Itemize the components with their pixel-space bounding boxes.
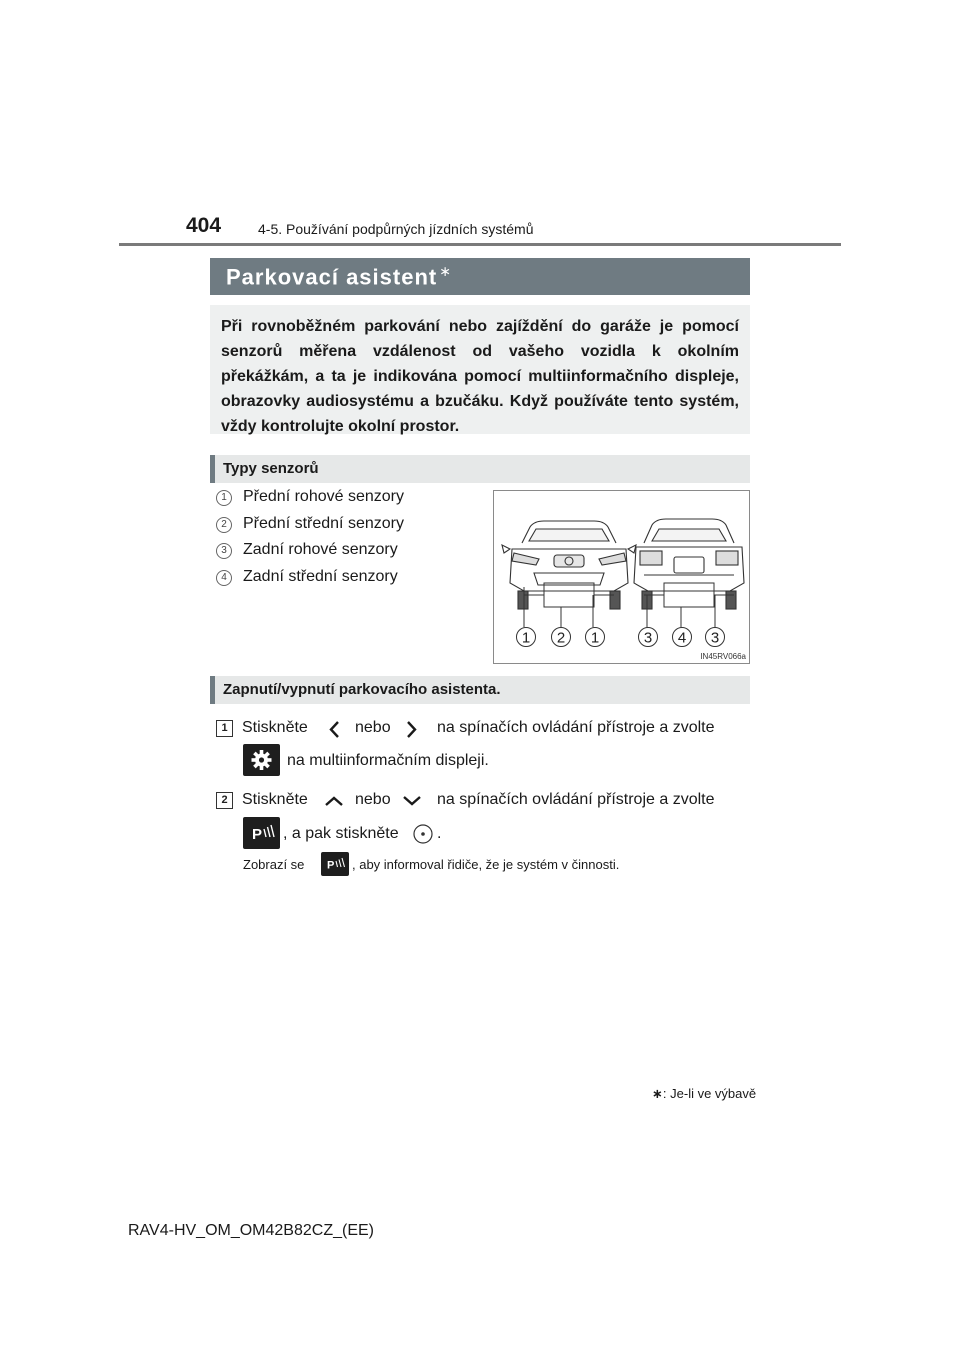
callout-number: 4 — [677, 629, 687, 647]
parking-assist-icon-small — [321, 852, 349, 876]
chevron-left-icon — [328, 720, 340, 739]
subheading-text: Typy senzorů — [223, 460, 319, 477]
step-text: Stiskněte — [242, 719, 308, 736]
list-item-label: Přední rohové senzory — [243, 488, 404, 505]
front-sensor-zones — [524, 583, 614, 627]
parking-assist-glyph: P — [327, 859, 335, 872]
footnote — [652, 1086, 756, 1102]
ok-button-icon — [412, 823, 434, 845]
diagram-code: IN45RV066a — [700, 652, 746, 661]
step-number: 1 — [216, 720, 233, 737]
circled-number: 4 — [216, 570, 232, 586]
sensor-diagram — [493, 490, 750, 664]
callout-number: 3 — [643, 629, 653, 647]
note-text: , aby informoval řidiče, že je systém v činnosti. — [352, 857, 620, 872]
circled-number: 2 — [216, 517, 232, 533]
step-text: , a pak stiskněte — [283, 825, 399, 842]
step-text: na spínačích ovládání přístroje a zvolte — [437, 719, 715, 736]
car-sensor-illustration — [494, 491, 749, 663]
list-item-label: Zadní rohové senzory — [243, 541, 398, 558]
step-text: na spínačích ovládání přístroje a zvolte — [437, 791, 715, 808]
circled-number: 3 — [216, 543, 232, 559]
circled-number: 1 — [216, 490, 232, 506]
step-number: 2 — [216, 792, 233, 809]
asterisk-icon: ∗ — [439, 263, 452, 279]
page-title-text: Parkovací asistent — [226, 264, 438, 290]
step-text: nebo — [355, 719, 391, 736]
subheading-toggle — [210, 676, 750, 704]
parking-assist-icon — [243, 817, 280, 849]
note-text: Zobrazí se — [243, 857, 305, 872]
rear-sensor-zones — [644, 583, 734, 627]
footnote-text: : Je-li ve výbavě — [662, 1086, 757, 1101]
chevron-right-icon — [406, 720, 418, 739]
step-text: . — [437, 825, 442, 842]
callout-number: 3 — [710, 629, 720, 647]
subheading-text: Zapnutí/vypnutí parkovacího asistenta. — [223, 681, 501, 698]
callout-number: 1 — [521, 629, 531, 647]
subheading-sensor-types — [210, 455, 750, 483]
list-item-label: Zadní střední senzory — [243, 568, 398, 585]
page-number: 404 — [186, 214, 222, 237]
chevron-down-icon — [402, 795, 422, 807]
chevron-up-icon — [324, 795, 344, 807]
section-title: 4-5. Používání podpůrných jízdních systémů — [258, 221, 534, 237]
front-car-icon — [502, 521, 636, 609]
document-code: RAV4-HV_OM_OM42B82CZ_(EE) — [128, 1222, 374, 1239]
list-item-label: Přední střední senzory — [243, 515, 404, 532]
step-text: Stiskněte — [242, 791, 308, 808]
header-rule — [119, 243, 841, 246]
page-title — [226, 263, 452, 290]
callout-number: 2 — [556, 629, 566, 647]
page-title-bar — [210, 258, 750, 295]
intro-text: Při rovnoběžném parkování nebo zajíždění do garáže je pomocí senzorů měřena vzdálenost od vašeho vozidla k okolním překážkám, a ta je indikována pomocí multiinformačního displeje, obrazovky audiosystému a bzučáku. Když používáte tento systém, vždy kontrolujte okolní prostor. — [221, 318, 739, 435]
intro-box — [210, 305, 750, 434]
subheading-bar — [210, 455, 215, 483]
asterisk-icon: ∗ — [652, 1086, 663, 1101]
subheading-bar — [210, 676, 215, 704]
step-text: nebo — [355, 791, 391, 808]
settings-gear-icon — [243, 744, 280, 776]
step-text: na multiinformačním displeji. — [287, 752, 489, 769]
callout-number: 1 — [590, 629, 600, 647]
parking-assist-glyph: P — [252, 826, 263, 843]
